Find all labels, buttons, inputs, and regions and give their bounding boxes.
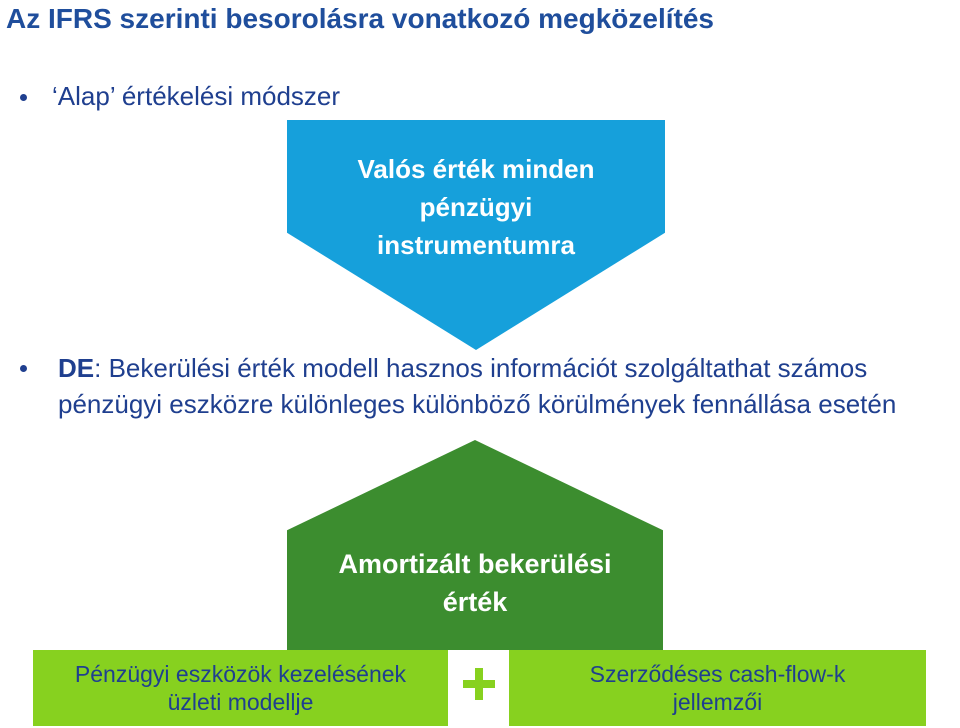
fair-value-line: instrumentumra bbox=[377, 230, 575, 260]
contractual-cashflow-line: Szerződéses cash-flow-k bbox=[589, 661, 846, 687]
fair-value-line: Valós érték minden bbox=[357, 154, 595, 184]
bullet-dot bbox=[20, 365, 27, 372]
slide-title: Az IFRS szerinti besorolásra vonatkozó megközelítés bbox=[6, 3, 714, 34]
business-model-box bbox=[33, 650, 448, 726]
amortized-cost-line: érték bbox=[442, 587, 508, 617]
bullet-however-strong: DE bbox=[58, 353, 95, 383]
amortized-cost-line: Amortizált bekerülési bbox=[338, 549, 612, 579]
bullet-however-text: : Bekerülési érték modell hasznos információt szolgáltathat számos pénzügyi eszközre különleges különböző körülmények fennállása esetén bbox=[58, 353, 897, 419]
bullet-however bbox=[58, 350, 958, 422]
bullet-dot bbox=[20, 94, 27, 101]
contractual-cashflow-box bbox=[509, 650, 926, 726]
fair-value-line: pénzügyi bbox=[419, 192, 533, 222]
contractual-cashflow-line: jellemzői bbox=[672, 689, 763, 715]
bullet-base-method: ‘Alap’ értékelési módszer bbox=[52, 81, 341, 111]
amortized-cost-arrow-text bbox=[287, 545, 663, 621]
plus-icon bbox=[463, 668, 495, 700]
business-model-line: Pénzügyi eszközök kezelésének bbox=[74, 661, 407, 687]
business-model-line: üzleti modellje bbox=[167, 689, 314, 715]
fair-value-arrow-text bbox=[287, 150, 665, 264]
